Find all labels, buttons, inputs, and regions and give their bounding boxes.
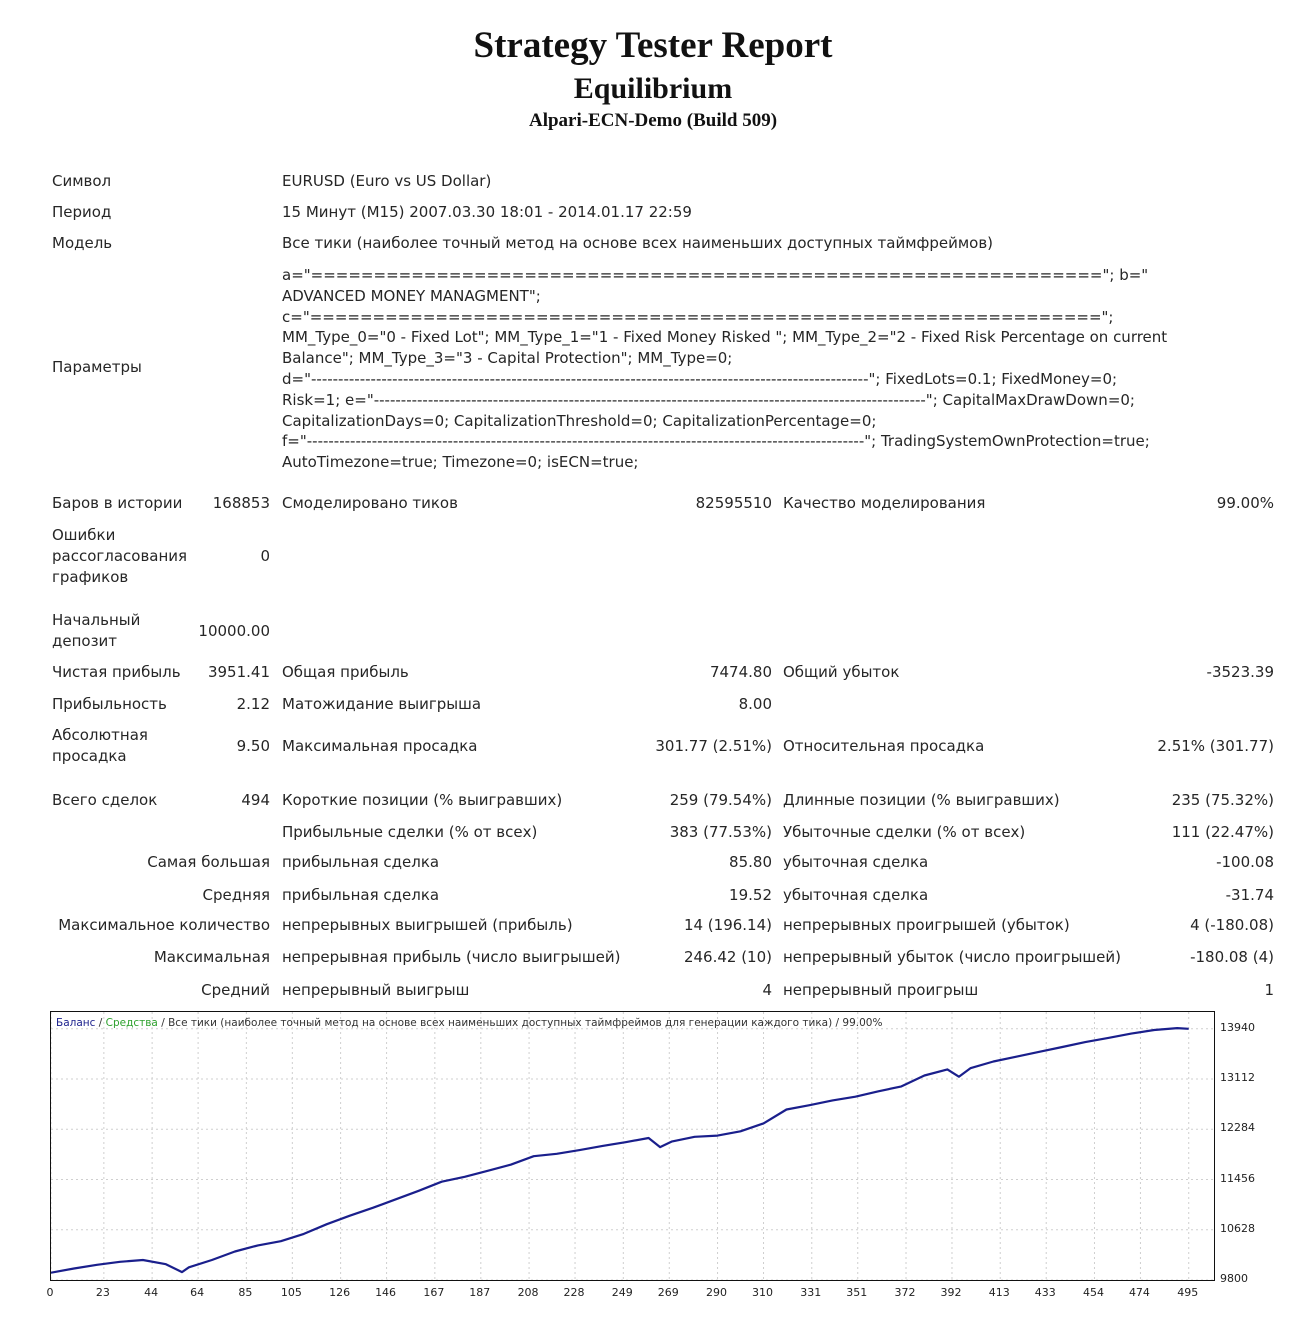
params-line: d="-------------------------------------------------------------------------------------------------------"; FixedLots=0.1; FixedMoney=0; (282, 369, 1118, 388)
symbol-value: EURUSD (Euro vs US Dollar) (282, 172, 492, 190)
series-line-balance (51, 1028, 1189, 1273)
params-label: Параметры (52, 358, 142, 376)
x-tick-label: 146 (375, 1286, 397, 1299)
chart-legend (56, 1016, 882, 1030)
y-tick-label: 13112 (1220, 1071, 1255, 1084)
total-trades-label: Всего сделок (52, 791, 158, 809)
legend-balance: Баланс (56, 1017, 96, 1029)
avg-label: Средний (201, 981, 270, 999)
profit-trades-value: 383 (77.53%) (669, 823, 772, 841)
bars-label: Баров в истории (52, 494, 183, 512)
avg-cons-wins-label: непрерывный выигрыш (282, 981, 470, 999)
x-tick-label: 208 (517, 1286, 539, 1299)
params-line: c="==============================================================="; (282, 307, 1114, 326)
max-count-label: Максимальное количество (58, 916, 270, 934)
deposit-label: Начальный депозит (52, 611, 141, 650)
x-tick-label: 105 (280, 1286, 302, 1299)
x-tick-label: 228 (563, 1286, 585, 1299)
x-tick-label: 351 (846, 1286, 868, 1299)
average-label: Средняя (202, 886, 270, 904)
params-line: Balance"; MM_Type_3="3 - Capital Protection"; MM_Type=0; (282, 349, 733, 368)
largest-loss-label: убыточная сделка (783, 853, 929, 871)
ticks-value: 82595510 (695, 494, 772, 512)
x-tick-label: 392 (940, 1286, 962, 1299)
largest-loss-value: -100.08 (1216, 853, 1274, 871)
max-cons-wins-label: непрерывных выигрышей (прибыль) (282, 916, 573, 934)
rel-drawdown-label: Относительная просадка (783, 737, 985, 755)
short-positions-value: 259 (79.54%) (669, 791, 772, 809)
net-profit-label: Чистая прибыль (52, 663, 181, 681)
loss-trades-value: 111 (22.47%) (1171, 823, 1274, 841)
x-tick-label: 310 (752, 1286, 773, 1299)
ticks-label: Смоделировано тиков (282, 494, 458, 512)
symbol-label: Символ (52, 172, 112, 190)
legend-rest: / Все тики (наиболее точный метод на основе всех наименьших доступных таймфреймов для генерации каждого тика) / 99.00% (157, 1017, 883, 1029)
avg-cons-wins-value: 4 (762, 981, 772, 999)
abs-drawdown-value: 9.50 (236, 737, 270, 755)
average-profit-value: 19.52 (729, 886, 772, 904)
x-tick-label: 187 (469, 1286, 491, 1299)
max-cons-losses-value: 4 (-180.08) (1190, 916, 1274, 934)
loss-trades-label: Убыточные сделки (% от всех) (783, 823, 1026, 841)
report-title: Strategy Tester Report (473, 25, 833, 66)
largest-profit-label: прибыльная сделка (282, 853, 440, 871)
x-tick-label: 85 (238, 1286, 253, 1299)
x-tick-label: 413 (988, 1286, 1010, 1299)
x-tick-label: 372 (894, 1286, 916, 1299)
bars-value: 168853 (212, 494, 270, 512)
x-tick-label: 126 (329, 1286, 351, 1299)
average-loss-label: убыточная сделка (783, 886, 929, 904)
x-tick-label: 331 (800, 1286, 822, 1299)
gross-loss-label: Общий убыток (783, 663, 900, 681)
period-value: 15 Минут (M15) 2007.03.30 18:01 - 2014.01.17 22:59 (282, 203, 692, 221)
rel-drawdown-value: 2.51% (301.77) (1157, 737, 1274, 755)
model-value: Все тики (наиболее точный метод на основе всех наименьших доступных таймфреймов) (282, 234, 994, 252)
gross-loss-value: -3523.39 (1206, 663, 1274, 681)
y-tick-label: 13940 (1220, 1020, 1255, 1034)
short-positions-label: Короткие позиции (% выигравших) (282, 791, 563, 809)
y-tick-label: 12284 (1220, 1121, 1255, 1135)
y-tick-label: 11456 (1220, 1171, 1255, 1185)
x-tick-label: 167 (423, 1286, 445, 1299)
profit-factor-value: 2.12 (236, 695, 270, 713)
x-tick-label: 0 (46, 1286, 54, 1299)
largest-label: Самая большая (147, 853, 270, 871)
errors-label: Ошибки рассогласования графиков (52, 526, 188, 586)
profit-trades-label: Прибыльные сделки (% от всех) (282, 823, 538, 841)
largest-profit-value: 85.80 (729, 853, 772, 871)
avg-cons-losses-value: 1 (1264, 981, 1274, 999)
max-drawdown-label: Максимальная просадка (282, 737, 478, 755)
profit-factor-label: Прибыльность (52, 695, 167, 713)
quality-label: Качество моделирования (783, 494, 986, 512)
x-tick-label: 290 (706, 1286, 728, 1299)
max-cons-profit-label: непрерывная прибыль (число выигрышей) (282, 948, 621, 966)
expected-payoff-value: 8.00 (738, 695, 772, 713)
gross-profit-label: Общая прибыль (282, 663, 409, 681)
legend-equity: Средства (105, 1017, 158, 1029)
max-cons-wins-value: 14 (196.14) (683, 916, 772, 934)
params-line: ADVANCED MONEY MANAGMENT"; (282, 286, 541, 305)
average-loss-value: -31.74 (1225, 886, 1274, 904)
server-build: Alpari-ECN-Demo (Build 509) (528, 110, 778, 131)
max-cons-loss-value: -180.08 (4) (1190, 948, 1274, 966)
deposit-value: 10000.00 (198, 622, 270, 640)
balance-chart-plot (51, 1012, 1214, 1280)
max-drawdown-value: 301.77 (2.51%) (655, 737, 772, 755)
period-label: Период (52, 203, 112, 221)
avg-cons-losses-label: непрерывный проигрыш (783, 981, 979, 999)
x-tick-label: 495 (1177, 1286, 1199, 1299)
x-tick-label: 23 (95, 1286, 110, 1299)
errors-value: 0 (260, 547, 270, 565)
average-profit-label: прибыльная сделка (282, 886, 440, 904)
long-positions-label: Длинные позиции (% выигравших) (783, 791, 1060, 809)
params-line: Risk=1; e="------------------------------------------------------------------------------------------------------"; CapitalMaxDrawDown=0; (282, 390, 1135, 409)
model-label: Модель (52, 234, 113, 252)
gross-profit-value: 7474.80 (709, 663, 772, 681)
x-tick-label: 249 (611, 1286, 633, 1299)
long-positions-value: 235 (75.32%) (1171, 791, 1274, 809)
expert-name: Equilibrium (573, 72, 733, 105)
params-text (282, 265, 1272, 473)
x-tick-label: 269 (657, 1286, 679, 1299)
x-tick-label: 64 (190, 1286, 205, 1299)
params-line: CapitalizationDays=0; CapitalizationThreshold=0; CapitalizationPercentage=0; (282, 411, 877, 430)
max-cons-profit-value: 246.42 (10) (683, 948, 772, 966)
params-line: AutoTimezone=true; Timezone=0; isECN=true; (282, 453, 639, 472)
x-tick-label: 474 (1128, 1286, 1150, 1299)
quality-value: 99.00% (1216, 494, 1274, 512)
y-tick-label: 9800 (1220, 1272, 1248, 1285)
max-cons-losses-label: непрерывных проигрышей (убыток) (783, 916, 1070, 934)
x-tick-label: 433 (1034, 1286, 1056, 1299)
y-tick-label: 10628 (1220, 1221, 1255, 1235)
x-tick-label: 454 (1082, 1286, 1104, 1299)
abs-drawdown-label: Абсолютная просадка (52, 726, 148, 765)
maximal-label: Максимальная (153, 948, 270, 966)
x-tick-label: 44 (144, 1286, 159, 1299)
net-profit-value: 3951.41 (207, 663, 270, 681)
params-line: MM_Type_0="0 - Fixed Lot"; MM_Type_1="1 - Fixed Money Risked "; MM_Type_2="2 - Fixed Risk Percentage on current (282, 328, 1168, 347)
total-trades-value: 494 (241, 791, 270, 809)
params-line: f="-------------------------------------------------------------------------------------------------------"; TradingSystemOwnProtection=true; (282, 432, 1150, 451)
legend-sep: / (95, 1017, 106, 1029)
expected-payoff-label: Матожидание выигрыша (282, 695, 482, 713)
balance-chart (50, 1011, 1215, 1281)
params-line: a="==============================================================="; b=" (282, 266, 1149, 284)
max-cons-loss-label: непрерывный убыток (число проигрышей) (783, 948, 1121, 966)
